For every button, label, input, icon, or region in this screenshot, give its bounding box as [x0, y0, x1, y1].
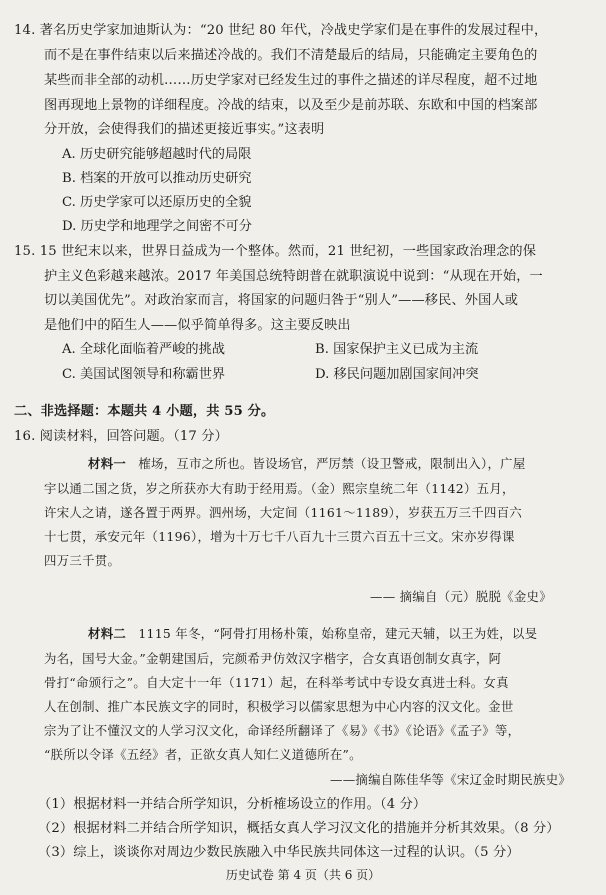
material-1-line: 宇以通二国之货，岁之所获亦大有助于经用焉。（金）熙宗皇统二年（1142）五月， — [44, 481, 515, 496]
q15-line: 护主义色彩越来越浓。2017 年美国总统特朗普在就职演说中说到：“从现在开始，一 — [44, 269, 543, 284]
q15-option-c: C. 美国试图领导和称霸世界 — [62, 367, 226, 382]
section-2-title: 二、非选择题：本题共 4 小题，共 55 分。 — [14, 404, 275, 419]
q14-option-d: D. 历史学和地理学之间密不可分 — [62, 219, 252, 234]
material-1-line: 十七贯，承安元年（1196），增为十万七千八百九十三贯六百五十三文。宋亦岁得课 — [44, 529, 515, 544]
q14-option-a: A. 历史研究能够超越时代的局限 — [62, 147, 252, 162]
q14-option-b: B. 档案的开放可以推动历史研究 — [62, 171, 252, 186]
q15-option-a: A. 全球化面临着严峻的挑战 — [62, 342, 225, 357]
material-2-line: 为名，国号大金。”金朝建国后，完颜希尹仿效汉字楷字，合女真语创制女真字，阿 — [44, 651, 502, 666]
material-1-label: 材料一 — [88, 456, 127, 471]
material-1 — [44, 455, 526, 473]
material-2-source: ——摘编自陈佳华等《宋辽金时期民族史》 — [330, 772, 572, 787]
material-1-text: 榷场，互市之所也。皆设场官，严厉禁（设卫警戒，限制出入），广屋 — [138, 456, 526, 471]
material-1-line: 四万三千贯。 — [44, 553, 121, 568]
sub-question-1: （1）根据材料一并结合所学知识，分析榷场设立的作用。（4 分） — [38, 797, 427, 812]
q15-option-b: B. 国家保护主义已成为主流 — [315, 342, 479, 357]
material-2-line: 骨打“命颁行之”。自大定十一年（1171）起，在科举考试中专设女真进士科。女真 — [44, 675, 509, 690]
material-2-line: 宗为了让不懂汉文的人学习汉文化，命译经所翻译了《易》《书》《论语》《孟子》等， — [44, 723, 521, 738]
q14-line: 图再现地上景物的详细程度。冷战的结束，以及至少是前苏联、东欧和中国的档案部 — [44, 98, 538, 113]
q15-line: 15. 15 世纪末以来，世界日益成为一个整体。然而，21 世纪初，一些国家政治理念的保 — [14, 244, 537, 259]
material-1-line: 许宋人之请，遂各置于两界。泗州场，大定间（1161～1189），岁获五万三千四百六 — [44, 505, 523, 520]
material-2-line: “朕所以令译《五经》者，正欲女真人知仁义道德所在”。 — [44, 747, 362, 762]
material-1-source: —— 摘编自（元）脱脱《金史》 — [370, 589, 552, 604]
material-2-line: 人在创制、推广本民族文字的同时，积极学习以儒家思想为中心内容的汉文化。金世 — [44, 699, 514, 714]
material-2-text: 1115 年冬，“阿骨打用杨朴策，始称皇帝，建元天辅，以王为姓，以旻 — [138, 626, 538, 641]
sub-question-3: （3）综上，谈谈你对周边少数民族融入中华民族共同体这一过程的认识。（5 分） — [38, 845, 520, 860]
q15-line: 是他们中的陌生人——似乎简单得多。这主要反映出 — [44, 318, 351, 333]
q14-line: 某些而非全部的动机……历史学家对已经发生过的事件之描述的详尽程度，超不过地 — [44, 73, 538, 88]
q14-option-c: C. 历史学家可以还原历史的全貌 — [62, 195, 252, 210]
q16-intro: 16. 阅读材料，回答问题。（17 分） — [14, 429, 228, 444]
material-2 — [44, 625, 537, 643]
material-2-label: 材料二 — [88, 626, 127, 641]
q14-line: 分开放，会使得我们的描述更接近事实。”这表明 — [44, 122, 325, 137]
sub-question-2: （2）根据材料二并结合所学知识，概括女真人学习汉文化的措施并分析其效果。（8 分） — [38, 821, 560, 836]
q14-line: 14. 著名历史学家加迪斯认为：“20 世纪 80 年代，冷战史学家们是在事件的发展过程中， — [14, 23, 548, 38]
q15-line: 切以美国优先”。对政治家而言，将国家的问题归咎于“别人”——移民、外国人或 — [44, 293, 519, 308]
q14-line: 而不是在事件结束以后来描述冷战的。我们不清楚最后的结局，只能确定主要角色的 — [44, 48, 538, 63]
q15-option-d: D. 移民问题加剧国家间冲突 — [315, 367, 479, 382]
page-footer: 历史试卷 第 4 页（共 6 页） — [225, 868, 381, 882]
